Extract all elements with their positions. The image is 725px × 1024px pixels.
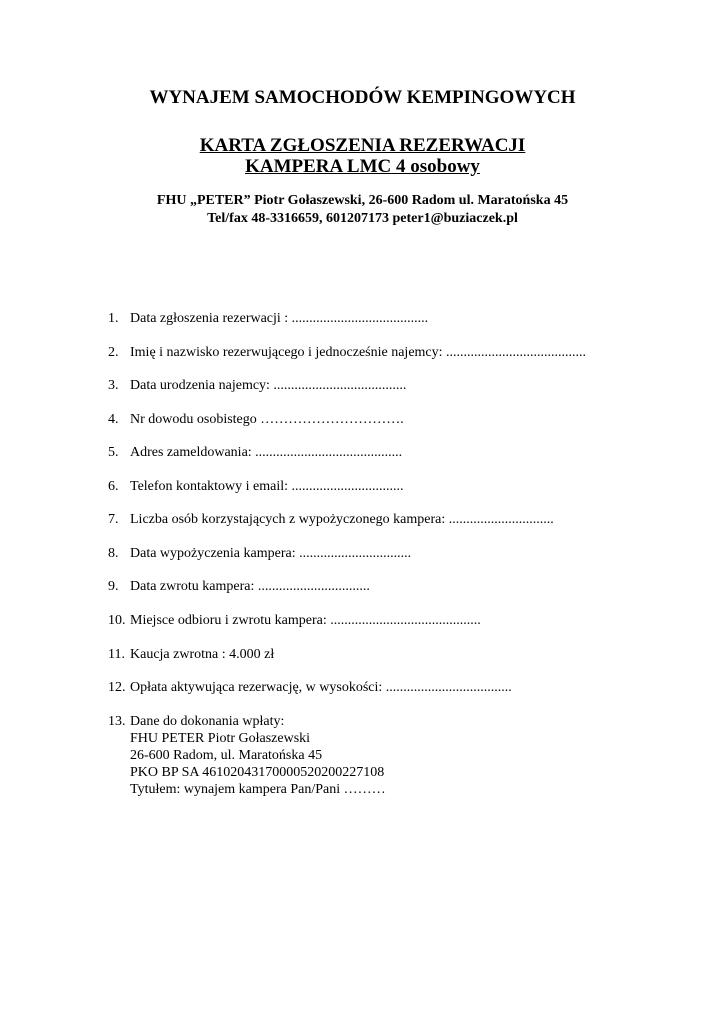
item-text: Dane do dokonania wpłaty: <box>130 714 285 729</box>
form-title-line-2: KAMPERA LMC 4 osobowy <box>245 156 480 177</box>
item-number: 5. <box>108 445 119 460</box>
item-number: 10. <box>108 613 126 628</box>
item-text: Data zwrotu kampera: ................................ <box>130 579 370 594</box>
item-text: Opłata aktywująca rezerwację, w wysokości: .................................... <box>130 680 512 695</box>
item-number: 1. <box>108 311 119 326</box>
item-number: 13. <box>108 714 126 729</box>
item-text: Kaucja zwrotna : 4.000 zł <box>130 647 275 662</box>
item-text: Imię i nazwisko rezerwującego i jednocześnie najemcy: ........................................ <box>130 345 587 360</box>
payment-title: Tytułem: wynajem kampera Pan/Pani ……… <box>130 782 386 797</box>
item-number: 2. <box>108 345 119 360</box>
item-number: 9. <box>108 579 119 594</box>
item-number: 4. <box>108 412 119 427</box>
payment-address: 26-600 Radom, ul. Maratońska 45 <box>130 748 323 763</box>
item-text: Telefon kontaktowy i email: ................................ <box>130 479 404 494</box>
payment-company: FHU PETER Piotr Gołaszewski <box>130 731 311 746</box>
item-number: 7. <box>108 512 119 527</box>
document-heading: WYNAJEM SAMOCHODÓW KEMPINGOWYCH <box>149 87 576 108</box>
item-text: Data zgłoszenia rezerwacji : ....................................... <box>130 311 429 326</box>
item-number: 11. <box>108 647 125 662</box>
company-contact: Tel/fax 48-3316659, 601207173 peter1@buziaczek.pl <box>207 211 518 226</box>
item-text: Liczba osób korzystających z wypożyczonego kampera: .............................. <box>130 512 554 527</box>
item-text: Adres zameldowania: .......................................... <box>130 445 403 460</box>
item-text: Miejsce odbioru i zwrotu kampera: ........................................... <box>130 613 481 628</box>
company-address: FHU „PETER” Piotr Gołaszewski, 26-600 Radom ul. Maratońska 45 <box>156 193 569 208</box>
item-number: 3. <box>108 378 119 393</box>
form-title-line-1: KARTA ZGŁOSZENIA REZERWACJI <box>199 135 526 156</box>
item-text: Data wypożyczenia kampera: ................................ <box>130 546 412 561</box>
item-number: 12. <box>108 680 126 695</box>
item-text: Nr dowodu osobistego …………………………. <box>130 412 404 427</box>
item-number: 6. <box>108 479 119 494</box>
item-text: Data urodzenia najemcy: ...................................... <box>130 378 407 393</box>
item-number: 8. <box>108 546 119 561</box>
payment-bank-account: PKO BP SA 46102043170000520200227108 <box>130 765 385 780</box>
